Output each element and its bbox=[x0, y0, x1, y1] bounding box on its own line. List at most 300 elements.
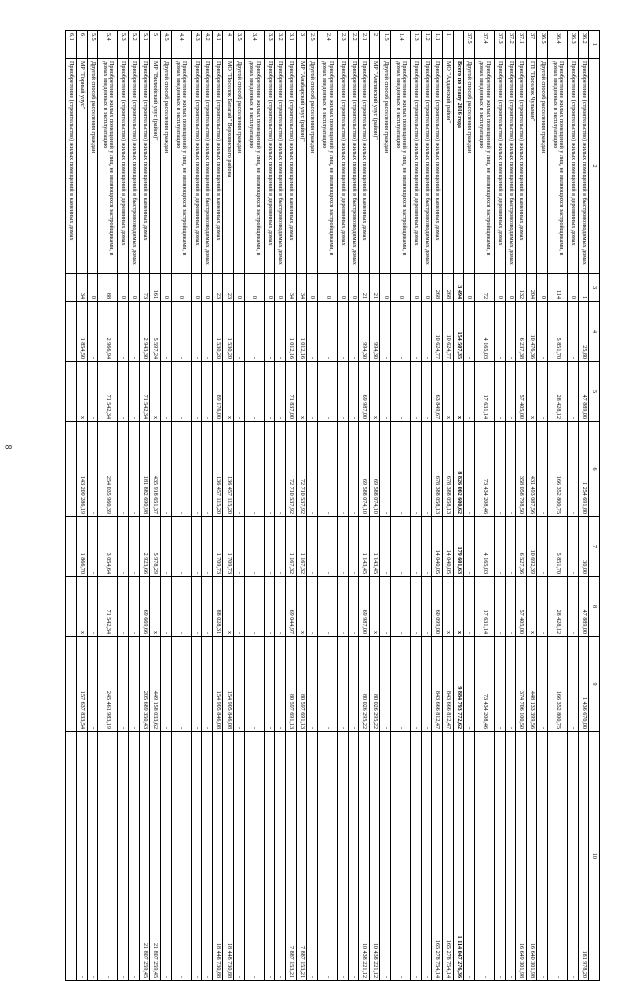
total-cost-alt-cell: 154 905 846,08 bbox=[212, 637, 223, 732]
total-cost-alt-cell: 205 689 350,43 bbox=[139, 637, 150, 732]
flat-count-cell: 34 bbox=[286, 274, 297, 302]
column-number: 6 bbox=[589, 422, 600, 517]
table-row bbox=[380, 31, 391, 981]
flat-count-cell: 132 bbox=[516, 274, 527, 302]
total-area-cell: 2 943,30 bbox=[139, 302, 150, 362]
row-description-cell: Приобретение (строительство) жилых помещений в быстровозводимых домах bbox=[275, 59, 286, 274]
row-number-cell: 5 bbox=[150, 31, 161, 59]
total-area-cell: 2 966,94 bbox=[98, 302, 118, 362]
cost-per-sqm-cell: - bbox=[380, 362, 391, 422]
row-description-cell: Приобретение (строительство) жилых помещений в каменных домах bbox=[66, 59, 77, 274]
cost-per-sqm-cell: - bbox=[87, 362, 98, 422]
row-number-cell: 1 bbox=[443, 31, 454, 59]
flat-count-cell: 0 bbox=[191, 274, 202, 302]
total-cost-cell: - bbox=[411, 422, 422, 517]
total-area-cell: - bbox=[568, 302, 579, 362]
table-row bbox=[505, 31, 516, 981]
total-cost-cell: - bbox=[380, 422, 391, 517]
total-cost-alt-cell: - bbox=[87, 637, 98, 732]
area-alt-cell: 4 165,03 bbox=[474, 517, 494, 577]
area-alt-cell: - bbox=[337, 517, 348, 577]
row-description-cell: Приобретение жилых помещений у лиц, не являющихся застройщиками, в домах введенных в эксплуатацию bbox=[171, 59, 191, 274]
total-cost-alt-cell bbox=[66, 637, 77, 732]
total-area-cell: 1 530,20 bbox=[212, 302, 223, 362]
table-row bbox=[212, 31, 223, 981]
cost-difference-cell: - bbox=[275, 732, 286, 981]
cost-per-sqm-cell: - bbox=[494, 362, 505, 422]
cost-per-sqm-alt-cell: - bbox=[87, 577, 98, 637]
total-area-cell: - bbox=[129, 302, 140, 362]
cost-difference-cell: 16 649 301,98 bbox=[516, 732, 527, 981]
table-row bbox=[66, 31, 77, 981]
cost-difference-cell: - bbox=[548, 732, 568, 981]
cost-difference-cell bbox=[66, 732, 77, 981]
total-area-cell: - bbox=[202, 302, 213, 362]
row-number-cell: 4.1 bbox=[212, 31, 223, 59]
cost-per-sqm-alt-cell: - bbox=[191, 577, 202, 637]
table-row bbox=[411, 31, 422, 981]
row-description-cell: Приобретение (строительство) жилых помещений в быстровозводимых домах bbox=[505, 59, 516, 274]
cost-per-sqm-alt-cell: х bbox=[296, 577, 307, 637]
row-description-cell: Приобретение жилых помещений у лиц, не являющихся застройщиками, в домах введенных в эксплуатацию bbox=[474, 59, 494, 274]
area-alt-cell: 30,00 bbox=[578, 517, 589, 577]
row-number-cell: 2.3 bbox=[337, 31, 348, 59]
cost-per-sqm-alt-cell: 69 669,66 bbox=[139, 577, 150, 637]
cost-per-sqm-alt-cell: - bbox=[275, 577, 286, 637]
row-description-cell: Приобретение (строительство) жилых помещений в каменных домах bbox=[359, 59, 370, 274]
cost-per-sqm-alt-cell: х bbox=[443, 577, 454, 637]
row-number-cell: 1.3 bbox=[411, 31, 422, 59]
total-area-cell: 994,30 bbox=[359, 302, 370, 362]
total-cost-alt-cell: 9 884 793 772,62 bbox=[453, 637, 464, 732]
total-cost-cell: - bbox=[337, 422, 348, 517]
cost-difference-cell: 10 438 221,12 bbox=[359, 732, 370, 981]
area-alt-cell: 5 978,29 bbox=[150, 517, 161, 577]
cost-per-sqm-cell: х bbox=[296, 362, 307, 422]
total-cost-alt-cell: - bbox=[391, 637, 411, 732]
row-number-cell: 4.5 bbox=[160, 31, 171, 59]
cost-difference-cell: 10 438 221,12 bbox=[369, 732, 380, 981]
table-row bbox=[296, 31, 307, 981]
row-description-cell: Другой способ расселения граждан bbox=[234, 59, 245, 274]
area-alt-cell: - bbox=[244, 517, 264, 577]
row-description-cell: Приобретение жилых помещений у лиц, не являющихся застройщиками, в домах введенных в эксплуатацию bbox=[244, 59, 264, 274]
total-cost-cell: - bbox=[264, 422, 275, 517]
table-row bbox=[494, 31, 505, 981]
cost-per-sqm-cell: х bbox=[223, 362, 234, 422]
cost-difference-cell: - bbox=[171, 732, 191, 981]
flat-count-cell: 0 bbox=[264, 274, 275, 302]
cost-per-sqm-alt-cell: - bbox=[494, 577, 505, 637]
total-cost-alt-cell: 449 158 033,62 bbox=[150, 637, 161, 732]
row-description-cell: Приобретение (строительство) жилых помещений в каменных домах bbox=[516, 59, 527, 274]
cost-per-sqm-cell: 57 405,00 bbox=[516, 362, 527, 422]
cost-per-sqm-cell: - bbox=[234, 362, 245, 422]
area-alt-cell: 1 143,45 bbox=[359, 517, 370, 577]
total-cost-cell: - bbox=[244, 422, 264, 517]
total-cost-alt-cell: 80 026 295,22 bbox=[359, 637, 370, 732]
row-number-cell: 2.2 bbox=[348, 31, 359, 59]
flat-count-cell: 0 bbox=[411, 274, 422, 302]
cost-per-sqm-cell: - bbox=[244, 362, 264, 422]
row-description-cell: МР "Горный улус" bbox=[77, 59, 88, 274]
row-number-cell: 4 bbox=[223, 31, 234, 59]
cost-per-sqm-alt-cell: х bbox=[369, 577, 380, 637]
area-alt-cell: 1 709,73 bbox=[223, 517, 234, 577]
column-number: 5 bbox=[589, 362, 600, 422]
row-description-cell: Приобретение (строительство) жилых помещений в каменных домах bbox=[139, 59, 150, 274]
total-cost-alt-cell: 448 133 399,56 bbox=[526, 637, 537, 732]
total-cost-alt-cell: - bbox=[337, 637, 348, 732]
cost-per-sqm-cell: - bbox=[264, 362, 275, 422]
table-row bbox=[391, 31, 411, 981]
total-cost-cell: - bbox=[129, 422, 140, 517]
total-area-cell: - bbox=[494, 302, 505, 362]
cost-per-sqm-cell: х bbox=[77, 362, 88, 422]
row-number-cell bbox=[453, 31, 464, 59]
total-area-cell: - bbox=[87, 302, 98, 362]
total-area-cell: 1 854,50 bbox=[77, 302, 88, 362]
total-cost-alt-cell: 154 905 846,08 bbox=[223, 637, 234, 732]
flat-count-cell: 34 bbox=[296, 274, 307, 302]
flat-count-cell: 34 bbox=[77, 274, 88, 302]
total-cost-cell: 69 588 074,10 bbox=[359, 422, 370, 517]
cost-per-sqm-alt-cell: - bbox=[537, 577, 548, 637]
cost-difference-cell: - bbox=[98, 732, 118, 981]
table-body bbox=[66, 31, 600, 981]
cost-per-sqm-cell: - bbox=[464, 362, 475, 422]
cost-per-sqm-alt-cell: 28 428,12 bbox=[548, 577, 568, 637]
total-cost-alt-cell: - bbox=[307, 637, 318, 732]
cost-per-sqm-cell: 71 542,34 bbox=[139, 362, 150, 422]
total-area-cell: 10 624,77 bbox=[432, 302, 443, 362]
area-alt-cell: - bbox=[234, 517, 245, 577]
cost-per-sqm-cell: х bbox=[443, 362, 454, 422]
row-number-cell: 1.5 bbox=[380, 31, 391, 59]
table-row bbox=[150, 31, 161, 981]
row-description-cell: Приобретение (строительство) жилых помещений в деревянных домах bbox=[118, 59, 129, 274]
flat-count-cell: 0 bbox=[118, 274, 129, 302]
cost-per-sqm-cell: х bbox=[150, 362, 161, 422]
row-number-cell: 4.3 bbox=[191, 31, 202, 59]
cost-difference-cell: - bbox=[568, 732, 579, 981]
flat-count-cell: 3 494 bbox=[453, 274, 464, 302]
total-area-cell: 5 597,24 bbox=[150, 302, 161, 362]
total-cost-alt-cell: - bbox=[505, 637, 516, 732]
total-cost-cell: 69 588 074,10 bbox=[369, 422, 380, 517]
total-area-cell bbox=[66, 302, 77, 362]
row-number-cell: 36.5 bbox=[537, 31, 548, 59]
table-row bbox=[568, 31, 579, 981]
rotated-table-wrapper bbox=[65, 30, 600, 978]
cost-per-sqm-alt-cell: - bbox=[264, 577, 275, 637]
cost-difference-cell: 21 807 259,45 bbox=[150, 732, 161, 981]
row-number-cell: 37.2 bbox=[505, 31, 516, 59]
total-area-cell: - bbox=[421, 302, 432, 362]
cost-difference-cell: - bbox=[87, 732, 98, 981]
total-cost-alt-cell: 73 434 208,46 bbox=[474, 637, 494, 732]
total-area-cell: 1 530,20 bbox=[223, 302, 234, 362]
area-alt-cell: 1 709,73 bbox=[212, 517, 223, 577]
cost-per-sqm-cell: - bbox=[118, 362, 129, 422]
cost-per-sqm-alt-cell: 88 028,31 bbox=[212, 577, 223, 637]
table-row bbox=[264, 31, 275, 981]
row-number-cell: 5.5 bbox=[87, 31, 98, 59]
cost-per-sqm-cell: 28 428,12 bbox=[548, 362, 568, 422]
cost-per-sqm-alt-cell: - bbox=[129, 577, 140, 637]
flat-count-cell: 23 bbox=[212, 274, 223, 302]
cost-per-sqm-alt-cell: 17 631,14 bbox=[474, 577, 494, 637]
area-alt-cell: - bbox=[391, 517, 411, 577]
total-cost-cell: 136 457 115,20 bbox=[223, 422, 234, 517]
table-row bbox=[286, 31, 297, 981]
flat-count-cell: 0 bbox=[391, 274, 411, 302]
table-row bbox=[348, 31, 359, 981]
table-row bbox=[160, 31, 171, 981]
flat-count-cell: 268 bbox=[443, 274, 454, 302]
total-area-cell: - bbox=[348, 302, 359, 362]
total-cost-alt-cell: - bbox=[348, 637, 359, 732]
row-description-cell: Приобретение (строительство) жилых помещений в каменных домах bbox=[432, 59, 443, 274]
cost-per-sqm-alt-cell: 60 099,00 bbox=[432, 577, 443, 637]
flat-count-cell: 0 bbox=[568, 274, 579, 302]
flat-count-cell: 0 bbox=[505, 274, 516, 302]
total-area-cell: - bbox=[411, 302, 422, 362]
row-number-cell: 3.2 bbox=[275, 31, 286, 59]
total-area-cell: - bbox=[264, 302, 275, 362]
flat-count-cell: 0 bbox=[87, 274, 98, 302]
row-description-cell: ГП "Поселок Чульман" bbox=[526, 59, 537, 274]
cost-per-sqm-cell: - bbox=[171, 362, 191, 422]
cost-difference-cell: - bbox=[244, 732, 264, 981]
area-alt-cell: 1 167,32 bbox=[286, 517, 297, 577]
total-cost-alt-cell: - bbox=[568, 637, 579, 732]
row-description-cell: Приобретение (строительство) жилых помещений в деревянных домах bbox=[191, 59, 202, 274]
cost-per-sqm-cell: х bbox=[453, 362, 464, 422]
cost-per-sqm-cell: - bbox=[191, 362, 202, 422]
cost-per-sqm-alt-cell: 69 987,00 bbox=[359, 577, 370, 637]
total-area-cell: - bbox=[307, 302, 318, 362]
total-area-cell: 1 012,16 bbox=[296, 302, 307, 362]
row-number-cell: 1.4 bbox=[391, 31, 411, 59]
total-cost-alt-cell: - bbox=[234, 637, 245, 732]
flat-count-cell: 0 bbox=[537, 274, 548, 302]
cost-per-sqm-cell: - bbox=[568, 362, 579, 422]
total-area-cell: - bbox=[275, 302, 286, 362]
row-description-cell: Другой способ расселения граждан bbox=[537, 59, 548, 274]
cost-difference-cell: 7 887 153,21 bbox=[286, 732, 297, 981]
area-alt-cell: 10 692,39 bbox=[526, 517, 537, 577]
total-cost-alt-cell: 843 666 812,47 bbox=[443, 637, 454, 732]
cost-difference-cell: - bbox=[129, 732, 140, 981]
cost-per-sqm-alt-cell: - bbox=[411, 577, 422, 637]
total-cost-alt-cell: - bbox=[171, 637, 191, 732]
table-row bbox=[307, 31, 318, 981]
total-area-cell: - bbox=[244, 302, 264, 362]
cost-difference-cell: - bbox=[505, 732, 516, 981]
area-alt-cell: - bbox=[129, 517, 140, 577]
total-area-cell: 10 624,77 bbox=[443, 302, 454, 362]
total-cost-alt-cell: - bbox=[411, 637, 422, 732]
total-cost-cell: 254 035 960,39 bbox=[98, 422, 118, 517]
cost-per-sqm-alt-cell: - bbox=[380, 577, 391, 637]
total-area-cell: 25,80 bbox=[578, 302, 589, 362]
cost-difference-cell: - bbox=[348, 732, 359, 981]
cost-per-sqm-alt-cell: - bbox=[118, 577, 129, 637]
cost-per-sqm-alt-cell: - bbox=[317, 577, 337, 637]
cost-per-sqm-alt-cell: 69 044,97 bbox=[286, 577, 297, 637]
row-description-cell: Приобретение жилых помещений у лиц, не являющихся застройщиками, в домах введенных в эксплуатацию bbox=[317, 59, 337, 274]
table-row bbox=[359, 31, 370, 981]
column-number: 10 bbox=[589, 732, 600, 981]
total-cost-cell: - bbox=[171, 422, 191, 517]
row-number-cell: 3.1 bbox=[286, 31, 297, 59]
table-row bbox=[548, 31, 568, 981]
total-area-cell: - bbox=[337, 302, 348, 362]
table-row bbox=[118, 31, 129, 981]
area-alt-cell: 14 040,05 bbox=[443, 517, 454, 577]
cost-per-sqm-alt-cell: 71 542,34 bbox=[98, 577, 118, 637]
row-number-cell: 2.4 bbox=[317, 31, 337, 59]
table-row bbox=[223, 31, 234, 981]
area-alt-cell: - bbox=[537, 517, 548, 577]
row-number-cell: 37 bbox=[526, 31, 537, 59]
row-description-cell: Приобретение (строительство) жилых помещений в быстровозводимых домах bbox=[578, 59, 589, 274]
total-area-cell: - bbox=[505, 302, 516, 362]
area-alt-cell: 1 866,70 bbox=[77, 517, 88, 577]
total-cost-cell: 72 710 537,92 bbox=[296, 422, 307, 517]
row-number-cell: 36.4 bbox=[548, 31, 568, 59]
area-alt-cell: - bbox=[494, 517, 505, 577]
total-cost-alt-cell: - bbox=[264, 637, 275, 732]
cost-per-sqm-alt-cell bbox=[66, 577, 77, 637]
flat-count-cell: 0 bbox=[464, 274, 475, 302]
cost-difference-cell: - bbox=[411, 732, 422, 981]
total-cost-alt-cell: - bbox=[494, 637, 505, 732]
cost-difference-cell: 165 278 754,14 bbox=[443, 732, 454, 981]
table-row bbox=[129, 31, 140, 981]
area-alt-cell: 1 143,45 bbox=[369, 517, 380, 577]
row-description-cell: Приобретение (строительство) жилых помещений в деревянных домах bbox=[411, 59, 422, 274]
area-alt-cell: - bbox=[191, 517, 202, 577]
total-cost-cell: - bbox=[87, 422, 98, 517]
flat-count-cell: 0 bbox=[317, 274, 337, 302]
total-cost-alt-cell: - bbox=[464, 637, 475, 732]
area-alt-cell: 3 054,64 bbox=[98, 517, 118, 577]
total-cost-alt-cell: 245 461 983,19 bbox=[98, 637, 118, 732]
total-area-cell: 6 237,38 bbox=[516, 302, 527, 362]
total-cost-alt-cell: 843 666 812,47 bbox=[432, 637, 443, 732]
row-description-cell: Приобретение (строительство) жилых помещений в быстровозводимых домах bbox=[348, 59, 359, 274]
row-number-cell: 6.1 bbox=[66, 31, 77, 59]
area-alt-cell: - bbox=[348, 517, 359, 577]
row-description-cell: МР "Анабарский улус (район)" bbox=[296, 59, 307, 274]
cost-per-sqm-alt-cell: - bbox=[421, 577, 432, 637]
total-area-cell: - bbox=[191, 302, 202, 362]
total-cost-cell: - bbox=[191, 422, 202, 517]
column-number: 1 bbox=[589, 31, 600, 59]
row-description-cell: Всего по этапу 2016 года bbox=[453, 59, 464, 274]
cost-difference-cell: - bbox=[464, 732, 475, 981]
total-cost-cell: - bbox=[505, 422, 516, 517]
row-description-cell: Приобретение жилых помещений у лиц, не являющихся застройщиками, в домах введенных в эксплуатацию bbox=[391, 59, 411, 274]
total-cost-cell: - bbox=[464, 422, 475, 517]
cost-difference-cell: 16 640 301,98 bbox=[526, 732, 537, 981]
table-row bbox=[234, 31, 245, 981]
total-cost-cell: - bbox=[307, 422, 318, 517]
cost-difference-cell: - bbox=[317, 732, 337, 981]
row-number-cell: 37.4 bbox=[474, 31, 494, 59]
flat-count-cell: 21 bbox=[359, 274, 370, 302]
flat-count-cell: 0 bbox=[307, 274, 318, 302]
total-cost-cell: - bbox=[275, 422, 286, 517]
flat-count-cell: 204 bbox=[526, 274, 537, 302]
area-alt-cell: - bbox=[317, 517, 337, 577]
cost-per-sqm-cell: - bbox=[317, 362, 337, 422]
total-cost-alt-cell: - bbox=[202, 637, 213, 732]
row-number-cell: 5.1 bbox=[139, 31, 150, 59]
cost-difference-cell: 165 278 754,14 bbox=[432, 732, 443, 981]
table-row bbox=[202, 31, 213, 981]
total-area-cell: 10 476,36 bbox=[526, 302, 537, 362]
cost-difference-cell: 18 448 730,88 bbox=[212, 732, 223, 981]
table-row bbox=[516, 31, 527, 981]
cost-per-sqm-alt-cell: - bbox=[391, 577, 411, 637]
total-cost-alt-cell: - bbox=[380, 637, 391, 732]
row-description-cell: Приобретение (строительство) жилых помещений в быстровозводимых домах bbox=[421, 59, 432, 274]
table-row bbox=[443, 31, 454, 981]
table-row bbox=[77, 31, 88, 981]
table-row bbox=[139, 31, 150, 981]
total-cost-cell: 136 457 115,20 bbox=[212, 422, 223, 517]
cost-per-sqm-cell: - bbox=[307, 362, 318, 422]
page-number: 8 bbox=[3, 444, 14, 450]
row-number-cell: 36.2 bbox=[578, 31, 589, 59]
flat-count-cell bbox=[66, 274, 77, 302]
flat-count-cell: 21 bbox=[369, 274, 380, 302]
cost-per-sqm-alt-cell: - bbox=[234, 577, 245, 637]
total-cost-cell: - bbox=[348, 422, 359, 517]
table-row bbox=[317, 31, 337, 981]
cost-per-sqm-cell: - bbox=[537, 362, 548, 422]
total-cost-alt-cell: 166 352 800,75 bbox=[548, 637, 568, 732]
cost-per-sqm-alt-cell: - bbox=[307, 577, 318, 637]
cost-per-sqm-alt-cell: - bbox=[464, 577, 475, 637]
row-description-cell: Приобретение (строительство) жилых помещений в деревянных домах bbox=[568, 59, 579, 274]
flat-count-cell: 0 bbox=[380, 274, 391, 302]
cost-difference-cell: 7 887 153,21 bbox=[296, 732, 307, 981]
cost-per-sqm-cell: - bbox=[129, 362, 140, 422]
table-row bbox=[537, 31, 548, 981]
total-cost-alt-cell: - bbox=[118, 637, 129, 732]
row-number-cell: 4.2 bbox=[202, 31, 213, 59]
cost-per-sqm-cell: 47 889,00 bbox=[578, 362, 589, 422]
total-area-cell: - bbox=[391, 302, 411, 362]
table-row bbox=[191, 31, 202, 981]
flat-count-cell: 0 bbox=[337, 274, 348, 302]
table-row bbox=[87, 31, 98, 981]
total-area-cell: - bbox=[380, 302, 391, 362]
cost-per-sqm-cell: - bbox=[411, 362, 422, 422]
total-cost-cell: 678 388 058,13 bbox=[432, 422, 443, 517]
area-alt-cell: 1 167,32 bbox=[296, 517, 307, 577]
column-number-row bbox=[589, 31, 600, 981]
area-alt-cell: - bbox=[264, 517, 275, 577]
total-cost-cell: 143 209 286,19 bbox=[77, 422, 88, 517]
column-number: 9 bbox=[589, 637, 600, 732]
table-row bbox=[421, 31, 432, 981]
total-area-cell: - bbox=[160, 302, 171, 362]
